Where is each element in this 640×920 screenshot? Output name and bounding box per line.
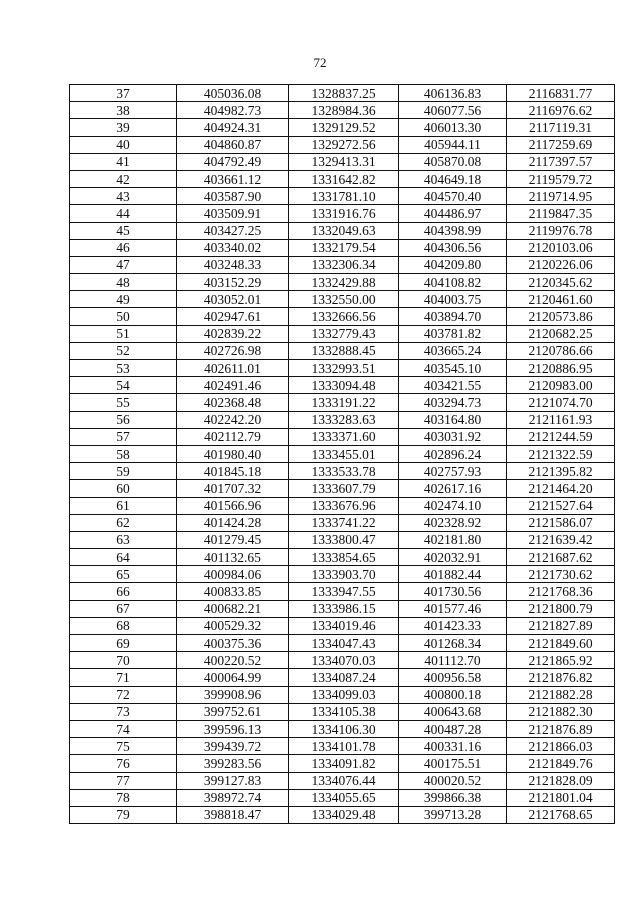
table-cell: 46 bbox=[70, 239, 177, 256]
table-cell: 1333741.22 bbox=[289, 514, 399, 531]
table-cell: 399752.61 bbox=[177, 703, 289, 720]
table-cell: 65 bbox=[70, 566, 177, 583]
table-cell: 400682.21 bbox=[177, 600, 289, 617]
table-cell: 404306.56 bbox=[399, 239, 507, 256]
table-cell: 56 bbox=[70, 411, 177, 428]
table-cell: 2121876.82 bbox=[507, 669, 615, 686]
table-cell: 401730.56 bbox=[399, 583, 507, 600]
table-cell: 2121849.60 bbox=[507, 635, 615, 652]
table-cell: 2119579.72 bbox=[507, 170, 615, 187]
table-cell: 1329413.31 bbox=[289, 153, 399, 170]
table-cell: 401279.45 bbox=[177, 531, 289, 548]
table-cell: 1334099.03 bbox=[289, 686, 399, 703]
table-row bbox=[70, 514, 615, 531]
table-cell: 400833.85 bbox=[177, 583, 289, 600]
table-cell: 404860.87 bbox=[177, 136, 289, 153]
table-cell: 2121882.28 bbox=[507, 686, 615, 703]
table-cell: 2119847.35 bbox=[507, 205, 615, 222]
table-cell: 403248.33 bbox=[177, 256, 289, 273]
table-cell: 51 bbox=[70, 325, 177, 342]
table-cell: 2121464.20 bbox=[507, 480, 615, 497]
table-cell: 2117397.57 bbox=[507, 153, 615, 170]
table-cell: 1333094.48 bbox=[289, 377, 399, 394]
table-cell: 400064.99 bbox=[177, 669, 289, 686]
table-cell: 2121827.89 bbox=[507, 617, 615, 634]
table-row bbox=[70, 755, 615, 772]
table-row bbox=[70, 308, 615, 325]
table-cell: 1332306.34 bbox=[289, 256, 399, 273]
table-cell: 1331642.82 bbox=[289, 170, 399, 187]
table-cell: 403665.24 bbox=[399, 342, 507, 359]
table-cell: 406136.83 bbox=[399, 85, 507, 102]
table-cell: 52 bbox=[70, 342, 177, 359]
table-cell: 1331781.10 bbox=[289, 188, 399, 205]
table-cell: 402617.16 bbox=[399, 480, 507, 497]
table-cell: 399127.83 bbox=[177, 772, 289, 789]
table-cell: 398818.47 bbox=[177, 806, 289, 823]
table-cell: 48 bbox=[70, 274, 177, 291]
table-cell: 71 bbox=[70, 669, 177, 686]
table-cell: 2120226.06 bbox=[507, 256, 615, 273]
table-cell: 1333986.15 bbox=[289, 600, 399, 617]
table-row bbox=[70, 617, 615, 634]
table-row bbox=[70, 119, 615, 136]
table-cell: 1332666.56 bbox=[289, 308, 399, 325]
table-cell: 401882.44 bbox=[399, 566, 507, 583]
table-row bbox=[70, 411, 615, 428]
table-cell: 402368.48 bbox=[177, 394, 289, 411]
table-cell: 1334106.30 bbox=[289, 720, 399, 737]
table-row bbox=[70, 531, 615, 548]
table-cell: 72 bbox=[70, 686, 177, 703]
table-row bbox=[70, 428, 615, 445]
table-cell: 1333947.55 bbox=[289, 583, 399, 600]
table-row bbox=[70, 600, 615, 617]
table-cell: 50 bbox=[70, 308, 177, 325]
table-row bbox=[70, 652, 615, 669]
table-cell: 399596.13 bbox=[177, 720, 289, 737]
table-cell: 403427.25 bbox=[177, 222, 289, 239]
table-cell: 401424.28 bbox=[177, 514, 289, 531]
table-cell: 2121161.93 bbox=[507, 411, 615, 428]
table-cell: 403781.82 bbox=[399, 325, 507, 342]
table-row bbox=[70, 566, 615, 583]
table-cell: 64 bbox=[70, 549, 177, 566]
table-cell: 44 bbox=[70, 205, 177, 222]
table-cell: 402242.20 bbox=[177, 411, 289, 428]
table-row bbox=[70, 85, 615, 102]
table-cell: 2120886.95 bbox=[507, 360, 615, 377]
table-cell: 1334047.43 bbox=[289, 635, 399, 652]
table-row bbox=[70, 205, 615, 222]
table-cell: 402474.10 bbox=[399, 497, 507, 514]
table-cell: 69 bbox=[70, 635, 177, 652]
table-cell: 1333607.79 bbox=[289, 480, 399, 497]
table-cell: 63 bbox=[70, 531, 177, 548]
table-cell: 2121865.92 bbox=[507, 652, 615, 669]
table-cell: 2121639.42 bbox=[507, 531, 615, 548]
table-row bbox=[70, 239, 615, 256]
table-cell: 42 bbox=[70, 170, 177, 187]
table-cell: 2120682.25 bbox=[507, 325, 615, 342]
table-cell: 402726.98 bbox=[177, 342, 289, 359]
table-cell: 399908.96 bbox=[177, 686, 289, 703]
table-row bbox=[70, 153, 615, 170]
table-cell: 1334070.03 bbox=[289, 652, 399, 669]
table-row bbox=[70, 377, 615, 394]
table-cell: 1333371.60 bbox=[289, 428, 399, 445]
table-cell: 401980.40 bbox=[177, 445, 289, 462]
table-cell: 402611.01 bbox=[177, 360, 289, 377]
table-cell: 40 bbox=[70, 136, 177, 153]
table-cell: 402032.91 bbox=[399, 549, 507, 566]
table-cell: 2121801.04 bbox=[507, 789, 615, 806]
table-cell: 401268.34 bbox=[399, 635, 507, 652]
table-row bbox=[70, 342, 615, 359]
table-cell: 2120983.00 bbox=[507, 377, 615, 394]
table-cell: 400984.06 bbox=[177, 566, 289, 583]
table-cell: 404108.82 bbox=[399, 274, 507, 291]
table-cell: 2121828.09 bbox=[507, 772, 615, 789]
table-cell: 403152.29 bbox=[177, 274, 289, 291]
table-cell: 75 bbox=[70, 738, 177, 755]
table-cell: 2121800.79 bbox=[507, 600, 615, 617]
table-cell: 399713.28 bbox=[399, 806, 507, 823]
table-row bbox=[70, 394, 615, 411]
table-cell: 399439.72 bbox=[177, 738, 289, 755]
table-cell: 401577.46 bbox=[399, 600, 507, 617]
table-row bbox=[70, 635, 615, 652]
table-cell: 2121074.70 bbox=[507, 394, 615, 411]
table-cell: 402181.80 bbox=[399, 531, 507, 548]
table-cell: 406013.30 bbox=[399, 119, 507, 136]
table-cell: 400487.28 bbox=[399, 720, 507, 737]
table-cell: 45 bbox=[70, 222, 177, 239]
table-cell: 62 bbox=[70, 514, 177, 531]
table-cell: 2116976.62 bbox=[507, 102, 615, 119]
table-row bbox=[70, 291, 615, 308]
table-cell: 2120345.62 bbox=[507, 274, 615, 291]
table-cell: 55 bbox=[70, 394, 177, 411]
table-cell: 68 bbox=[70, 617, 177, 634]
table-cell: 70 bbox=[70, 652, 177, 669]
table-cell: 402947.61 bbox=[177, 308, 289, 325]
table-cell: 402896.24 bbox=[399, 445, 507, 462]
table-cell: 1332429.88 bbox=[289, 274, 399, 291]
table-cell: 1333800.47 bbox=[289, 531, 399, 548]
table-cell: 400020.52 bbox=[399, 772, 507, 789]
table-cell: 1334029.48 bbox=[289, 806, 399, 823]
table-cell: 2120786.66 bbox=[507, 342, 615, 359]
table-row bbox=[70, 669, 615, 686]
table-cell: 400956.58 bbox=[399, 669, 507, 686]
table-cell: 403164.80 bbox=[399, 411, 507, 428]
table-cell: 2117259.69 bbox=[507, 136, 615, 153]
table-cell: 2120461.60 bbox=[507, 291, 615, 308]
table-row bbox=[70, 136, 615, 153]
table-cell: 66 bbox=[70, 583, 177, 600]
table-cell: 60 bbox=[70, 480, 177, 497]
table-cell: 405944.11 bbox=[399, 136, 507, 153]
table-cell: 2120573.86 bbox=[507, 308, 615, 325]
table-cell: 1332049.63 bbox=[289, 222, 399, 239]
table-cell: 404486.97 bbox=[399, 205, 507, 222]
table-cell: 43 bbox=[70, 188, 177, 205]
table-cell: 403509.91 bbox=[177, 205, 289, 222]
table-row bbox=[70, 738, 615, 755]
table-cell: 2121768.65 bbox=[507, 806, 615, 823]
table-row bbox=[70, 222, 615, 239]
table-cell: 1334019.46 bbox=[289, 617, 399, 634]
table-cell: 59 bbox=[70, 463, 177, 480]
table-cell: 404209.80 bbox=[399, 256, 507, 273]
table-cell: 58 bbox=[70, 445, 177, 462]
table-row bbox=[70, 480, 615, 497]
table-cell: 405870.08 bbox=[399, 153, 507, 170]
table-cell: 404003.75 bbox=[399, 291, 507, 308]
table-cell: 402839.22 bbox=[177, 325, 289, 342]
table-cell: 1334091.82 bbox=[289, 755, 399, 772]
table-cell: 400800.18 bbox=[399, 686, 507, 703]
table-cell: 67 bbox=[70, 600, 177, 617]
table-cell: 404792.49 bbox=[177, 153, 289, 170]
table-cell: 76 bbox=[70, 755, 177, 772]
table-cell: 2117119.31 bbox=[507, 119, 615, 136]
table-cell: 400175.51 bbox=[399, 755, 507, 772]
table-cell: 400220.52 bbox=[177, 652, 289, 669]
table-cell: 400331.16 bbox=[399, 738, 507, 755]
table-cell: 403661.12 bbox=[177, 170, 289, 187]
table-cell: 402491.46 bbox=[177, 377, 289, 394]
coordinates-table bbox=[69, 84, 615, 824]
table-cell: 2121866.03 bbox=[507, 738, 615, 755]
table-cell: 403421.55 bbox=[399, 377, 507, 394]
table-row bbox=[70, 549, 615, 566]
table-cell: 2121687.62 bbox=[507, 549, 615, 566]
table-cell: 77 bbox=[70, 772, 177, 789]
table-cell: 1329272.56 bbox=[289, 136, 399, 153]
table-cell: 1332550.00 bbox=[289, 291, 399, 308]
table-cell: 403894.70 bbox=[399, 308, 507, 325]
table-cell: 401707.32 bbox=[177, 480, 289, 497]
table-cell: 37 bbox=[70, 85, 177, 102]
table-cell: 406077.56 bbox=[399, 102, 507, 119]
table-cell: 1332179.54 bbox=[289, 239, 399, 256]
table-cell: 1333533.78 bbox=[289, 463, 399, 480]
table-cell: 401566.96 bbox=[177, 497, 289, 514]
table-cell: 57 bbox=[70, 428, 177, 445]
table-cell: 2120103.06 bbox=[507, 239, 615, 256]
table-cell: 1332779.43 bbox=[289, 325, 399, 342]
table-cell: 404924.31 bbox=[177, 119, 289, 136]
table-cell: 2121322.59 bbox=[507, 445, 615, 462]
table-row bbox=[70, 703, 615, 720]
table-cell: 401132.65 bbox=[177, 549, 289, 566]
table-cell: 402328.92 bbox=[399, 514, 507, 531]
table-cell: 53 bbox=[70, 360, 177, 377]
table-row bbox=[70, 325, 615, 342]
table-cell: 1332993.51 bbox=[289, 360, 399, 377]
table-cell: 1334105.38 bbox=[289, 703, 399, 720]
table-cell: 2119714.95 bbox=[507, 188, 615, 205]
table-cell: 1333854.65 bbox=[289, 549, 399, 566]
table-cell: 1331916.76 bbox=[289, 205, 399, 222]
table-cell: 2116831.77 bbox=[507, 85, 615, 102]
table-cell: 403587.90 bbox=[177, 188, 289, 205]
table-cell: 403340.02 bbox=[177, 239, 289, 256]
table-cell: 402757.93 bbox=[399, 463, 507, 480]
table-cell: 400529.32 bbox=[177, 617, 289, 634]
table-cell: 400643.68 bbox=[399, 703, 507, 720]
table-cell: 2121586.07 bbox=[507, 514, 615, 531]
table-row bbox=[70, 789, 615, 806]
table-cell: 401845.18 bbox=[177, 463, 289, 480]
table-cell: 402112.79 bbox=[177, 428, 289, 445]
table-cell: 1328984.36 bbox=[289, 102, 399, 119]
table-cell: 49 bbox=[70, 291, 177, 308]
table-cell: 403294.73 bbox=[399, 394, 507, 411]
table-cell: 79 bbox=[70, 806, 177, 823]
table-cell: 401423.33 bbox=[399, 617, 507, 634]
table-cell: 41 bbox=[70, 153, 177, 170]
table-cell: 74 bbox=[70, 720, 177, 737]
table-cell: 400375.36 bbox=[177, 635, 289, 652]
table-cell: 47 bbox=[70, 256, 177, 273]
table-row bbox=[70, 188, 615, 205]
table-cell: 404982.73 bbox=[177, 102, 289, 119]
table-row bbox=[70, 772, 615, 789]
table-cell: 2121768.36 bbox=[507, 583, 615, 600]
table-cell: 38 bbox=[70, 102, 177, 119]
table-cell: 1333903.70 bbox=[289, 566, 399, 583]
table-cell: 399866.38 bbox=[399, 789, 507, 806]
table-cell: 2121876.89 bbox=[507, 720, 615, 737]
table-cell: 1333455.01 bbox=[289, 445, 399, 462]
table-row bbox=[70, 463, 615, 480]
table-row bbox=[70, 583, 615, 600]
table-row bbox=[70, 686, 615, 703]
table-cell: 54 bbox=[70, 377, 177, 394]
table-cell: 2119976.78 bbox=[507, 222, 615, 239]
table-cell: 1333283.63 bbox=[289, 411, 399, 428]
table-cell: 403031.92 bbox=[399, 428, 507, 445]
table-cell: 2121849.76 bbox=[507, 755, 615, 772]
table-cell: 2121730.62 bbox=[507, 566, 615, 583]
table-row bbox=[70, 256, 615, 273]
table-cell: 2121395.82 bbox=[507, 463, 615, 480]
table-cell: 1334055.65 bbox=[289, 789, 399, 806]
table-row bbox=[70, 170, 615, 187]
table-cell: 1329129.52 bbox=[289, 119, 399, 136]
table-cell: 1334087.24 bbox=[289, 669, 399, 686]
table-row bbox=[70, 720, 615, 737]
table-row bbox=[70, 445, 615, 462]
table-cell: 1333191.22 bbox=[289, 394, 399, 411]
table-cell: 398972.74 bbox=[177, 789, 289, 806]
table-cell: 1332888.45 bbox=[289, 342, 399, 359]
table-row bbox=[70, 497, 615, 514]
table-cell: 403545.10 bbox=[399, 360, 507, 377]
table-cell: 399283.56 bbox=[177, 755, 289, 772]
table-cell: 2121527.64 bbox=[507, 497, 615, 514]
page-number: 72 bbox=[313, 55, 327, 70]
table-cell: 1334076.44 bbox=[289, 772, 399, 789]
table-row bbox=[70, 274, 615, 291]
table-cell: 404570.40 bbox=[399, 188, 507, 205]
table-cell: 61 bbox=[70, 497, 177, 514]
table-cell: 78 bbox=[70, 789, 177, 806]
table-cell: 403052.01 bbox=[177, 291, 289, 308]
table-row bbox=[70, 102, 615, 119]
table-cell: 405036.08 bbox=[177, 85, 289, 102]
table-cell: 1334101.78 bbox=[289, 738, 399, 755]
table-cell: 39 bbox=[70, 119, 177, 136]
table-cell: 401112.70 bbox=[399, 652, 507, 669]
table-cell: 2121244.59 bbox=[507, 428, 615, 445]
table-row bbox=[70, 360, 615, 377]
table-cell: 404649.18 bbox=[399, 170, 507, 187]
table-body bbox=[70, 85, 615, 824]
table-row bbox=[70, 806, 615, 823]
table-cell: 404398.99 bbox=[399, 222, 507, 239]
table-cell: 1333676.96 bbox=[289, 497, 399, 514]
table-cell: 1328837.25 bbox=[289, 85, 399, 102]
table-cell: 2121882.30 bbox=[507, 703, 615, 720]
table-cell: 73 bbox=[70, 703, 177, 720]
